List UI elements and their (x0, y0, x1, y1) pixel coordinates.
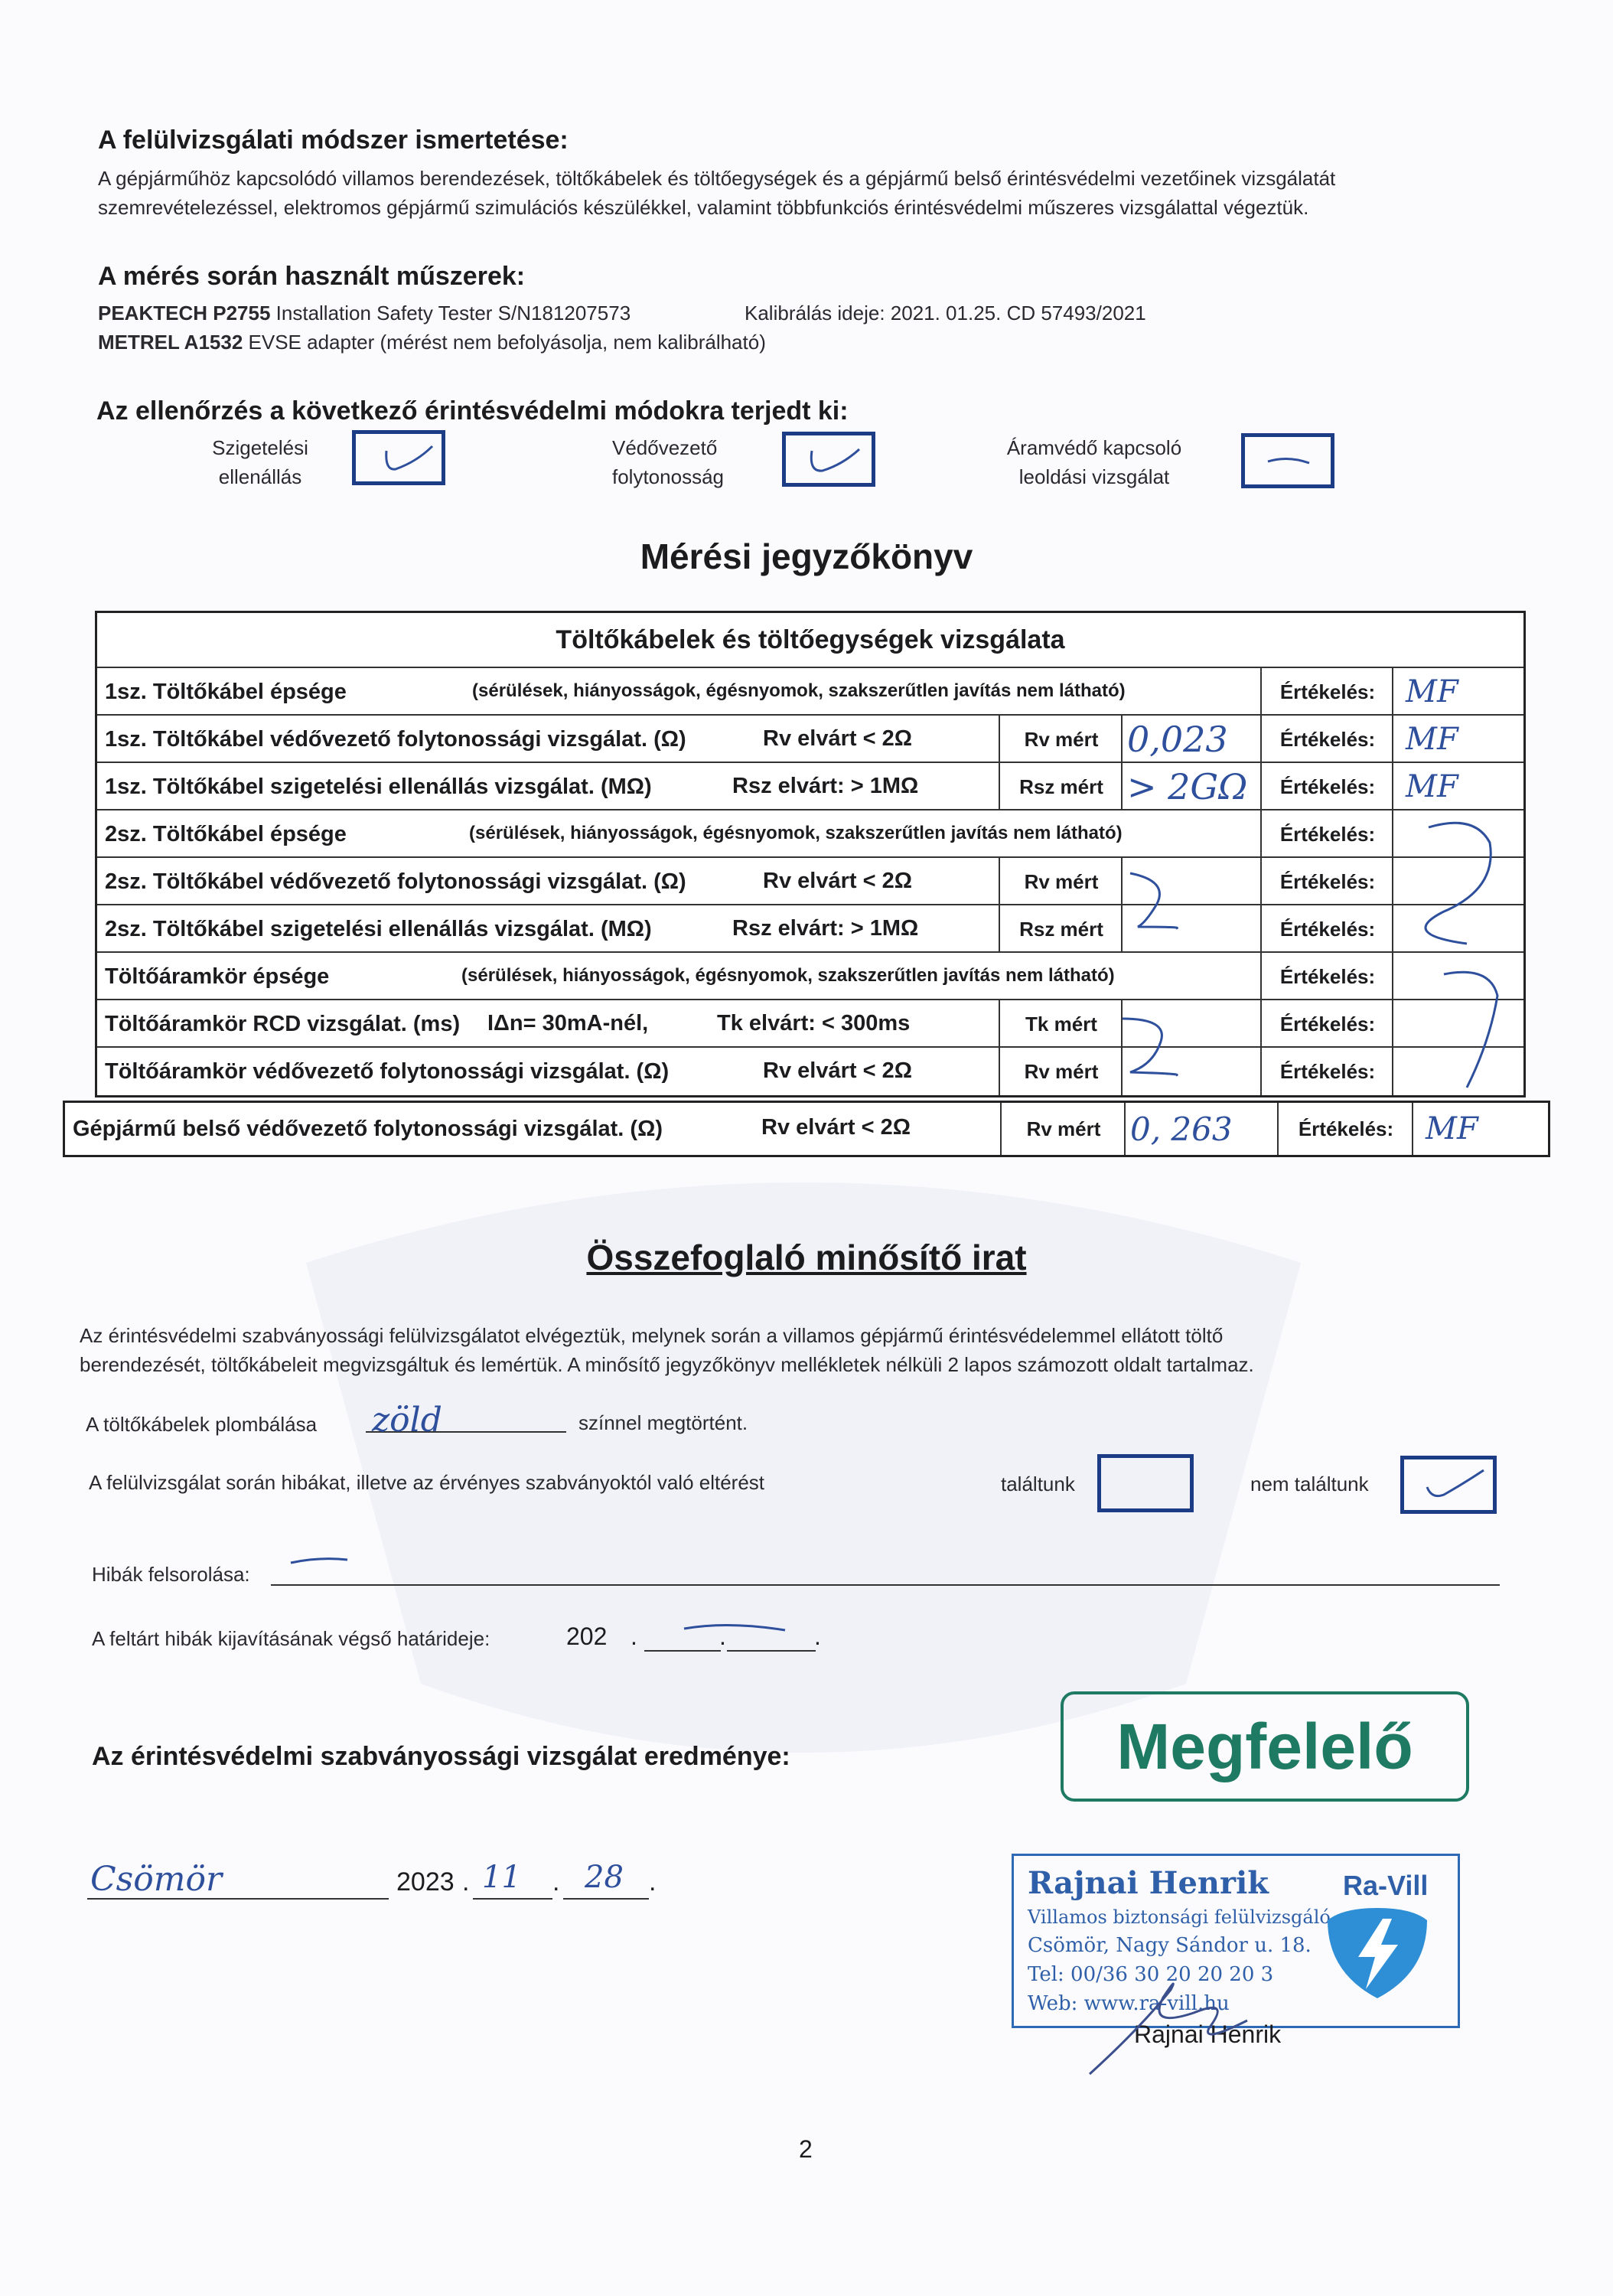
row-3-eval: MF (1392, 763, 1537, 810)
scope-opt2-line1: Védővezető (612, 436, 718, 459)
scope-title: Az ellenőrzés a következő érintésvédelmi módokra terjedt ki: (96, 396, 849, 426)
scope-opt1-checkbox[interactable] (352, 430, 445, 485)
instruments-title: A mérés során használt műszerek: (98, 262, 526, 291)
summary-text-1: Az érintésvédelmi szabványossági felülvizsgálatot elvégeztük, melynek során a villamos gépjármű érintésvédelemmel ellátott töltő (80, 1324, 1224, 1347)
result-label: Az érintésvédelmi szabványossági vizsgálat eredménye: (92, 1742, 790, 1771)
row-2-name: 1sz. Töltőkábel védővezető folytonossági vizsgálat. (Ω) (105, 726, 686, 752)
method-text-1: A gépjárműhöz kapcsolódó villamos berendezések, töltőkábelek és töltőegységek és a gépjármű belső érintésvédelmi vezetőinek vizsgálatát (98, 167, 1336, 190)
vehicle-row-measured: 0, 263 (1124, 1103, 1283, 1155)
row-5-measure-label: Rv mért (999, 858, 1123, 905)
deadline-label: A feltárt hibák kijavításának végső határideje: (92, 1627, 490, 1650)
found-label: találtunk (1001, 1473, 1075, 1495)
place: Csömör (90, 1860, 222, 1899)
row-4-name: 2sz. Töltőkábel épsége (105, 821, 347, 846)
instrument-1-model: PEAKTECH P2755 (98, 302, 271, 325)
row-2-eval: MF (1392, 716, 1537, 763)
seal-value: zöld (372, 1401, 442, 1440)
instrument-2-model: METREL A1532 (98, 331, 243, 354)
not-found-checkbox[interactable] (1400, 1456, 1497, 1514)
row-8-eval-label: Értékelés: (1260, 1000, 1393, 1048)
row-6-name: 2sz. Töltőkábel szigetelési ellenállás vizsgálat. (MΩ) (105, 916, 652, 941)
row-9-eval-label: Értékelés: (1260, 1048, 1393, 1095)
row-5-limit: Rv elvárt < 2Ω (763, 869, 912, 893)
row-9-measure-label: Rv mért (999, 1048, 1123, 1095)
row-5-name: 2sz. Töltőkábel védővezető folytonossági vizsgálat. (Ω) (105, 869, 686, 894)
date-dot-3: . (649, 1867, 657, 1896)
vehicle-row-measure-label: Rv mért (1000, 1103, 1126, 1155)
row-7-eval-label: Értékelés: (1260, 953, 1393, 1000)
signature-name: Rajnai Henrik (1134, 2020, 1282, 2048)
handwritten-marks (97, 613, 1523, 1095)
scope-opt3-line1: Áramvédő kapcsoló (1006, 436, 1182, 459)
instrument-1-desc: Installation Safety Tester S/N181207573 (275, 302, 631, 325)
page-number: 2 (799, 2135, 813, 2163)
row-1-eval: MF (1392, 668, 1537, 716)
stamp-line-1: Villamos biztonsági felülvizsgáló (1028, 1906, 1331, 1928)
row-2-measured: 0,023 (1121, 716, 1266, 763)
date-day-line (563, 1898, 649, 1900)
stamp-line-3: Tel: 00/36 30 20 20 20 3 (1028, 1963, 1274, 1986)
table-header: Töltőkábelek és töltőegységek vizsgálata (556, 625, 1065, 654)
instrument-1-calibration: Kalibrálás ideje: 2021. 01.25. CD 57493/2021 (745, 302, 1146, 325)
scope-opt2-label (612, 433, 724, 491)
row-5-eval-label: Értékelés: (1260, 858, 1393, 905)
deadline-dash-mark (683, 1619, 790, 1635)
method-title: A felülvizsgálati módszer ismertetése: (98, 126, 569, 155)
stamp-brand: Ra-Vill (1343, 1870, 1429, 1901)
row-9-name: Töltőáramkör védővezető folytonossági vizsgálat. (Ω) (105, 1058, 670, 1084)
row-2-measure-label: Rv mért (999, 716, 1123, 763)
row-8-measure-label: Tk mért (999, 1000, 1123, 1048)
protocol-title: Mérési jegyzőkönyv (640, 536, 973, 576)
row-3-name: 1sz. Töltőkábel szigetelési ellenállás vizsgálat. (MΩ) (105, 774, 652, 799)
row-4-note: (sérülések, hiányosságok, égésnyomok, szakszerűtlen javítás nem látható) (469, 823, 1123, 843)
deadline-dot-2: . (719, 1623, 726, 1650)
date-year: 2023 (396, 1867, 455, 1896)
row-4-eval-label: Értékelés: (1260, 810, 1393, 858)
seal-suffix: színnel megtörtént. (578, 1411, 748, 1434)
vehicle-row-eval-label: Értékelés: (1277, 1103, 1413, 1155)
row-2-eval-label: Értékelés: (1260, 716, 1393, 763)
scope-opt2-line2: folytonosság (612, 465, 724, 488)
summary-title: Összefoglaló minősítő irat (586, 1238, 1027, 1277)
instrument-line-2 (98, 331, 766, 354)
vehicle-row-name: Gépjármű belső védővezető folytonossági vizsgálat. (Ω) (73, 1116, 663, 1141)
row-8-limit-a: IΔn= 30mA-nél, (487, 1011, 649, 1035)
deadline-day-line (727, 1650, 816, 1652)
deadline-dot-1: . (631, 1623, 637, 1650)
date-day: 28 (585, 1860, 624, 1895)
scope-opt1-line1: Szigetelési (212, 436, 308, 459)
scope-opt3-label (995, 433, 1194, 491)
row-3-measure-label: Rsz mért (999, 763, 1123, 810)
vehicle-row-eval: MF (1412, 1103, 1562, 1155)
scope-opt2-checkbox[interactable] (782, 432, 875, 487)
lightning-shield-icon (1320, 1903, 1435, 2003)
place-line (87, 1898, 389, 1900)
row-6-eval-label: Értékelés: (1260, 905, 1393, 953)
faults-dash-mark (289, 1554, 350, 1569)
scope-opt3-line2: leoldási vizsgálat (1018, 465, 1170, 488)
row-6-limit: Rsz elvárt: > 1MΩ (732, 916, 919, 941)
row-8-name: Töltőáramkör RCD vizsgálat. (ms) (105, 1011, 461, 1036)
date-dot-2: . (552, 1867, 560, 1896)
row-8-limit: Tk elvárt: < 300ms (717, 1011, 911, 1035)
found-checkbox[interactable] (1097, 1454, 1194, 1512)
row-3-measured: > 2GΩ (1121, 763, 1266, 810)
instrument-line-1 (98, 302, 1246, 325)
measurement-table (95, 611, 1526, 1097)
seal-label: A töltőkábelek plombálása (86, 1413, 318, 1436)
row-7-note: (sérülések, hiányosságok, égésnyomok, szakszerűtlen javítás nem látható) (461, 965, 1115, 986)
date-dot-1: . (462, 1867, 470, 1896)
deadline-month-line (644, 1650, 721, 1652)
handwritten-signature (1079, 1959, 1270, 2082)
deadline-dot-3: . (814, 1623, 821, 1650)
faults-label: A felülvizsgálat során hibákat, illetve az érvényes szabványoktól való eltérést (89, 1471, 765, 1494)
result-stamp: Megfelelő (1061, 1691, 1469, 1802)
row-1-note: (sérülések, hiányosságok, égésnyomok, szakszerűtlen javítás nem látható) (472, 680, 1126, 701)
deadline-year: 202 (566, 1623, 608, 1650)
vehicle-row-limit: Rv elvárt < 2Ω (761, 1115, 911, 1140)
stamp-name: Rajnai Henrik (1028, 1865, 1269, 1901)
row-7-name: Töltőáramkör épsége (105, 964, 330, 989)
scope-opt1-label (191, 433, 329, 491)
scope-opt3-checkbox[interactable] (1241, 433, 1334, 488)
date-month: 11 (482, 1860, 521, 1895)
faults-list-label: Hibák felsorolása: (92, 1563, 250, 1586)
vehicle-row (63, 1101, 1550, 1157)
row-1-name: 1sz. Töltőkábel épsége (105, 679, 347, 704)
method-text-2: szemrevételezéssel, elektromos gépjármű szimulációs készülékkel, valamint többfunkciós érintésvédelmi műszeres vizsgálattal végeztük. (98, 196, 1309, 219)
faults-list-line (271, 1584, 1500, 1586)
row-3-eval-label: Értékelés: (1260, 763, 1393, 810)
row-1-eval-label: Értékelés: (1260, 668, 1393, 716)
row-9-limit: Rv elvárt < 2Ω (763, 1058, 912, 1083)
scope-opt1-line2: ellenállás (218, 465, 302, 488)
instrument-2-desc: EVSE adapter (mérést nem befolyásolja, nem kalibrálható) (248, 331, 766, 354)
row-2-limit: Rv elvárt < 2Ω (763, 726, 912, 751)
date-month-line (473, 1898, 552, 1900)
stamp-line-4: Web: www.ra-vill.hu (1028, 1992, 1230, 2015)
not-found-label: nem találtunk (1250, 1473, 1369, 1495)
stamp-line-2: Csömör, Nagy Sándor u. 18. (1028, 1934, 1312, 1957)
row-3-limit: Rsz elvárt: > 1MΩ (732, 774, 919, 798)
summary-text-2: berendezését, töltőkábeleit megvizsgáltuk és lemértük. A minősítő jegyzőkönyv mellékletek nélküli 2 lapos számozott oldalt tartalmaz. (80, 1353, 1254, 1376)
row-6-measure-label: Rsz mért (999, 905, 1123, 953)
